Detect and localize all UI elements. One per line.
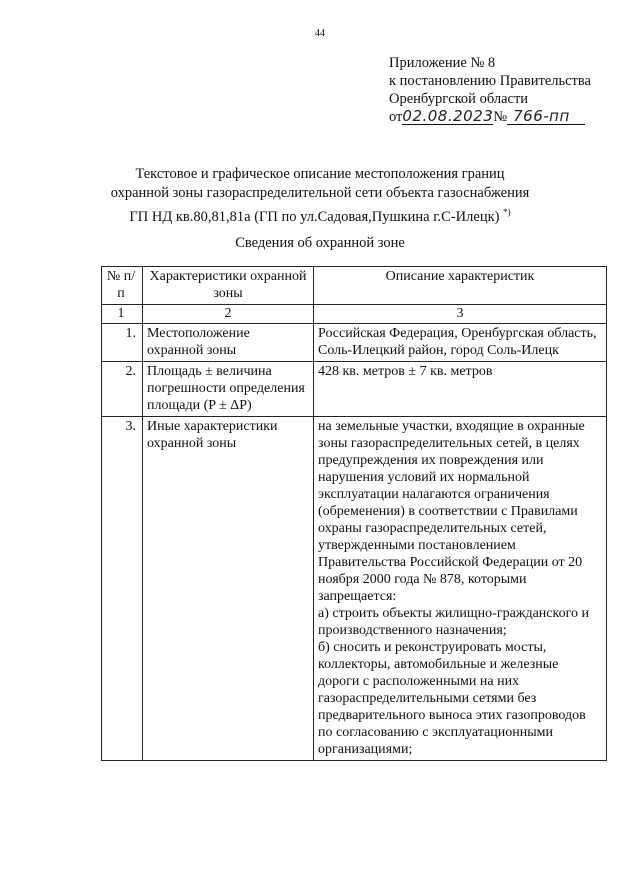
row-description: на земельные участки, входящие в охранные зоны газораспределительных сетей, в целях предупреждения их повреждения или нарушения условий их нормальной эксплуатации налагаются ограничения (обременения) в соответствии с Правилами охраны газораспределительных сетей, утвержденными постановлением Правительства Российской Федерации от 20 ноября 2000 года № 878, которыми запрещается: — [318, 419, 585, 604]
header-number: № п/п — [102, 267, 143, 305]
table-row — [102, 324, 607, 362]
number-label: № — [493, 109, 508, 125]
row-characteristic: Местоположение охранной зоны — [143, 324, 314, 362]
row-number: 2. — [102, 362, 143, 417]
document-title — [100, 165, 540, 227]
title-line-2: охранной зоны газораспределительной сети объекта газоснабжения — [110, 185, 530, 201]
header-description: Описание характеристик — [314, 267, 607, 305]
appendix-date-number-line — [389, 108, 591, 126]
row-description-cell — [314, 417, 607, 761]
appendix-block — [389, 54, 591, 126]
appendix-number: Приложение № 8 — [389, 55, 496, 71]
footnote-mark: *) — [503, 207, 511, 217]
appendix-resolution: к постановлению Правительства — [389, 73, 591, 89]
section-subtitle: Сведения об охранной зоне — [235, 235, 405, 251]
table-row — [102, 362, 607, 417]
row-characteristic: Иные характеристики охранной зоны — [143, 417, 314, 761]
table-index-row — [102, 305, 607, 324]
header-characteristic: Характеристики охранной зоны — [143, 267, 314, 305]
row-description: 428 кв. метров ± 7 кв. метров — [314, 362, 607, 417]
index-cell-1: 1 — [102, 305, 143, 324]
appendix-region: Оренбургской области — [389, 91, 529, 107]
title-line-3 — [100, 203, 540, 227]
handwritten-date: 02.08.2023 — [402, 107, 494, 125]
table-row — [102, 417, 607, 761]
title-line-3-text: ГП НД кв.80,81,81а (ГП по ул.Садовая,Пушкина г.С-Илецк) — [129, 208, 500, 225]
from-label: от — [389, 109, 403, 125]
row-description: Российская Федерация, Оренбургская область, Соль-Илецкий район, город Соль-Илецк — [314, 324, 607, 362]
row-characteristic: Площадь ± величина погрешности определения площади (P ± ΔP) — [143, 362, 314, 417]
page-number: 44 — [315, 28, 325, 39]
row-number: 1. — [102, 324, 143, 362]
restriction-item-a: а) строить объекты жилищно-гражданского и производственного назначения; — [318, 606, 589, 638]
index-cell-3: 3 — [314, 305, 607, 324]
restriction-item-b: б) сносить и реконструировать мосты, коллекторы, автомобильные и железные дороги с расположенными на них газораспределительными сетями без предварительного выноса этих газопроводов по согласованию с эксплуатационными организациями; — [318, 640, 586, 757]
row-number: 3. — [102, 417, 143, 761]
index-cell-2: 2 — [143, 305, 314, 324]
protection-zone-table — [101, 266, 607, 761]
handwritten-number: 766-пп — [507, 108, 585, 125]
title-line-1: Текстовое и графическое описание местоположения границ — [135, 166, 505, 182]
table-header-row — [102, 267, 607, 305]
